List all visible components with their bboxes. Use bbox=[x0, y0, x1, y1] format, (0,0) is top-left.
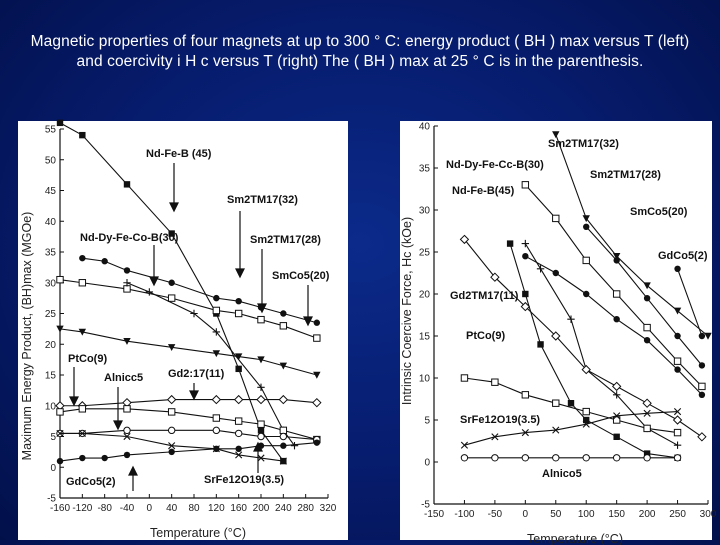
left-x-tick-label: -40 bbox=[119, 503, 135, 514]
r-label-nddyfeccb-30: Nd-Dy-Fe-Cc-B(30) bbox=[446, 159, 544, 171]
right-series-point-5 bbox=[699, 333, 705, 339]
left-series-point-6 bbox=[124, 406, 130, 412]
left-series-point-9 bbox=[168, 449, 174, 455]
label-smco5-20: SmCo5(20) bbox=[272, 270, 330, 282]
right-x-tick-label: 150 bbox=[608, 509, 626, 520]
left-series-point-1 bbox=[314, 320, 320, 326]
r-label-gd2tm17-11: Gd2TM17(11) bbox=[450, 290, 519, 302]
right-series-point-3 bbox=[699, 362, 705, 368]
label-srfe12o19-3.5: SrFe12O19(3.5) bbox=[204, 474, 285, 486]
right-series-point-1 bbox=[644, 324, 650, 330]
right-series-point-10 bbox=[522, 455, 528, 461]
label-gdco5-2: GdCo5(2) bbox=[66, 476, 116, 488]
right-chart-panel bbox=[400, 121, 717, 545]
right-y-tick-label: 40 bbox=[418, 121, 430, 133]
right-series-point-1 bbox=[522, 182, 528, 188]
left-y-tick-label: 50 bbox=[44, 155, 56, 167]
left-x-tick-label: 120 bbox=[207, 503, 225, 514]
right-series-point-7 bbox=[613, 382, 621, 390]
right-series-line-5 bbox=[678, 269, 702, 336]
left-y-tick-label: 55 bbox=[44, 124, 56, 136]
left-series-point-1 bbox=[213, 295, 219, 301]
right-series-line-0 bbox=[556, 134, 708, 336]
right-series-point-4 bbox=[613, 316, 619, 322]
r-label-alnico5: Alnico5 bbox=[542, 468, 582, 480]
right-series-point-1 bbox=[583, 257, 589, 263]
right-series-point-2 bbox=[568, 400, 574, 406]
right-series-point-2 bbox=[613, 434, 619, 440]
r-label-smco5-20: SmCo5(20) bbox=[630, 206, 688, 218]
left-series-point-0 bbox=[235, 366, 241, 372]
label-gd217-11: Gd2:17(11) bbox=[168, 368, 225, 380]
left-series-point-6 bbox=[79, 406, 85, 412]
left-series-point-0 bbox=[79, 132, 85, 138]
label-sm2tm17-28: Sm2TM17(28) bbox=[250, 234, 321, 246]
left-y-tick-label: 10 bbox=[44, 401, 56, 413]
right-series-point-4 bbox=[522, 253, 528, 259]
right-x-tick-label: 300 bbox=[699, 509, 717, 520]
left-series-point-6 bbox=[235, 418, 241, 424]
right-series-line-3 bbox=[586, 227, 702, 366]
right-y-tick-label: 20 bbox=[418, 289, 430, 301]
right-series-point-10 bbox=[674, 455, 680, 461]
right-series-point-7 bbox=[643, 399, 651, 407]
right-y-tick-label: 15 bbox=[418, 331, 430, 343]
left-y-tick-label: 30 bbox=[44, 278, 56, 290]
right-series-point-6 bbox=[522, 240, 529, 247]
left-x-tick-label: 200 bbox=[252, 503, 270, 514]
left-series-point-0 bbox=[57, 120, 63, 126]
left-x-tick-label: -120 bbox=[72, 503, 93, 514]
left-y-tick-label: 45 bbox=[44, 186, 56, 197]
left-series-point-5 bbox=[235, 396, 243, 404]
right-x-tick-label: 50 bbox=[550, 509, 562, 520]
right-series-point-4 bbox=[644, 337, 650, 343]
left-series-point-3 bbox=[291, 442, 298, 449]
right-x-tick-label: -100 bbox=[454, 509, 475, 520]
right-series-point-7 bbox=[674, 416, 682, 424]
left-series-point-4 bbox=[313, 372, 320, 379]
right-y-tick-label: 10 bbox=[418, 373, 430, 385]
left-chart-panel bbox=[18, 121, 348, 540]
left-series-point-0 bbox=[258, 427, 264, 433]
right-y-tick-label: 5 bbox=[424, 415, 430, 427]
right-series-point-2 bbox=[507, 240, 513, 246]
left-series-point-9 bbox=[57, 458, 63, 464]
left-y-tick-label: 20 bbox=[44, 339, 56, 351]
left-y-tick-label: 35 bbox=[44, 247, 56, 259]
r-label-sm2tm17-28: Sm2TM17(28) bbox=[590, 169, 661, 181]
left-series-line-3 bbox=[127, 283, 295, 446]
left-series-point-2 bbox=[124, 286, 130, 292]
right-series-point-8 bbox=[522, 392, 528, 398]
right-series-point-6 bbox=[567, 316, 574, 323]
right-series-point-8 bbox=[583, 408, 589, 414]
left-series-point-9 bbox=[79, 455, 85, 461]
left-series-point-5 bbox=[257, 396, 265, 404]
left-series-point-1 bbox=[280, 310, 286, 316]
left-y-tick-label: 0 bbox=[50, 462, 56, 474]
right-series-point-8 bbox=[461, 375, 467, 381]
left-x-tick-label: -160 bbox=[49, 503, 71, 514]
right-series-point-10 bbox=[553, 455, 559, 461]
left-series-point-5 bbox=[279, 396, 287, 404]
left-y-tick-label: -5 bbox=[47, 493, 56, 505]
left-series-point-1 bbox=[235, 298, 241, 304]
left-series-point-1 bbox=[101, 258, 107, 264]
left-series-point-0 bbox=[124, 181, 130, 187]
left-series-point-7 bbox=[258, 433, 264, 439]
right-x-tick-label: 250 bbox=[669, 509, 686, 520]
right-series-point-1 bbox=[553, 215, 559, 221]
left-x-tick-label: 160 bbox=[230, 503, 248, 514]
energy-product-chart bbox=[18, 121, 348, 540]
right-series-point-3 bbox=[674, 333, 680, 339]
label-alnicc5: Alnicc5 bbox=[104, 372, 144, 384]
left-x-tick-label: -80 bbox=[97, 503, 112, 514]
right-y-axis-label: Intrinsic Coercive Force, Hc (kOe) bbox=[400, 216, 414, 406]
right-series-point-3 bbox=[644, 295, 650, 301]
left-y-tick-label: 25 bbox=[44, 309, 56, 320]
left-x-axis-label: Temperature (°C) bbox=[150, 526, 246, 540]
label-ndfeb-45: Nd-Fe-B (45) bbox=[146, 148, 212, 160]
right-series-point-8 bbox=[644, 425, 650, 431]
left-series-point-2 bbox=[235, 310, 241, 316]
left-series-point-9 bbox=[280, 443, 286, 449]
left-arrows bbox=[70, 163, 312, 491]
right-series-point-10 bbox=[583, 455, 589, 461]
right-series-point-5 bbox=[674, 266, 680, 272]
right-series-point-8 bbox=[553, 400, 559, 406]
left-series-point-5 bbox=[212, 396, 220, 404]
left-series-point-9 bbox=[124, 452, 130, 458]
coercivity-chart bbox=[400, 121, 717, 545]
left-x-tick-label: 0 bbox=[146, 503, 153, 514]
right-y-tick-label: 35 bbox=[418, 163, 430, 175]
left-y-tick-label: 15 bbox=[44, 370, 56, 382]
right-series-point-1 bbox=[699, 383, 705, 389]
left-series-line-5 bbox=[60, 400, 317, 406]
right-y-tick-label: -5 bbox=[421, 499, 430, 511]
right-series-point-1 bbox=[613, 291, 619, 297]
left-y-tick-label: 40 bbox=[44, 216, 56, 228]
left-series-point-1 bbox=[79, 255, 85, 261]
left-series-point-7 bbox=[168, 427, 174, 433]
right-x-tick-label: 0 bbox=[522, 509, 529, 520]
right-series-point-2 bbox=[522, 291, 528, 297]
left-series-point-6 bbox=[213, 415, 219, 421]
left-series-point-2 bbox=[314, 335, 320, 341]
left-series-point-1 bbox=[124, 267, 130, 273]
right-series-line-6 bbox=[525, 244, 677, 446]
left-series-point-6 bbox=[168, 409, 174, 415]
right-x-tick-label: -150 bbox=[423, 509, 445, 520]
label-nddyfecob-30: Nd-Dy-Fe-Co-B(30) bbox=[80, 232, 179, 244]
right-series-point-8 bbox=[674, 429, 680, 435]
left-series-point-2 bbox=[168, 295, 174, 301]
right-series-point-10 bbox=[492, 455, 498, 461]
right-series-point-4 bbox=[674, 366, 680, 372]
left-series-point-2 bbox=[280, 323, 286, 329]
right-series-point-8 bbox=[492, 379, 498, 385]
left-series-point-7 bbox=[235, 430, 241, 436]
left-series-point-9 bbox=[235, 446, 241, 452]
right-series-point-10 bbox=[461, 455, 467, 461]
right-x-tick-label: 100 bbox=[577, 509, 595, 520]
right-series-point-4 bbox=[583, 291, 589, 297]
left-series-point-7 bbox=[213, 427, 219, 433]
left-series-point-2 bbox=[79, 280, 85, 286]
left-series-point-5 bbox=[313, 399, 321, 407]
right-y-tick-label: 0 bbox=[424, 457, 430, 469]
left-x-tick-label: 280 bbox=[297, 503, 315, 514]
right-series-point-0 bbox=[704, 333, 711, 340]
left-series-point-9 bbox=[314, 439, 320, 445]
right-series-point-10 bbox=[613, 455, 619, 461]
right-series-point-2 bbox=[537, 341, 543, 347]
left-series-point-2 bbox=[57, 276, 63, 282]
r-label-gdco5-2: GdCo5(2) bbox=[658, 250, 708, 262]
right-series-point-4 bbox=[553, 270, 559, 276]
left-series-point-1 bbox=[168, 280, 174, 286]
r-label-srfe12o19-3.5: SrFe12O19(3.5) bbox=[460, 414, 541, 426]
slide-title: Magnetic properties of four magnets at up to 300 ° C: energy product ( BH ) max versus T (left) and coercivity i H c versus T (right) The ( BH ) max at 25 ° C is in the parenthesis. bbox=[30, 33, 690, 70]
right-series-point-7 bbox=[698, 433, 706, 441]
right-series-point-6 bbox=[674, 442, 681, 449]
right-x-tick-label: -50 bbox=[487, 509, 503, 520]
left-series-point-9 bbox=[101, 455, 107, 461]
r-label-ndfeb-45: Nd-Fe-B(45) bbox=[452, 185, 515, 197]
right-series-point-4 bbox=[699, 392, 705, 398]
left-series-point-6 bbox=[57, 409, 63, 415]
right-series-point-3 bbox=[613, 257, 619, 263]
left-series-line-9 bbox=[60, 443, 317, 461]
label-ptco-9: PtCo(9) bbox=[68, 353, 108, 365]
left-x-tick-label: 40 bbox=[166, 503, 178, 514]
right-series-point-1 bbox=[674, 358, 680, 364]
right-series-point-10 bbox=[644, 455, 650, 461]
r-label-sm2tm17-32: Sm2TM17(32) bbox=[548, 138, 619, 150]
right-x-axis-label: Temperature (°C) bbox=[527, 532, 623, 545]
left-series-point-7 bbox=[280, 433, 286, 439]
right-series-line-4 bbox=[525, 256, 702, 395]
right-y-tick-label: 30 bbox=[418, 205, 430, 217]
left-x-tick-label: 320 bbox=[319, 503, 337, 514]
left-series-point-9 bbox=[213, 446, 219, 452]
left-series-point-2 bbox=[258, 316, 264, 322]
left-series-point-7 bbox=[124, 427, 130, 433]
left-y-tick-label: 5 bbox=[50, 432, 56, 443]
left-y-axis-label: Maximum Energy Product, (BH)max (MGOe) bbox=[20, 211, 34, 461]
left-x-tick-label: 240 bbox=[274, 503, 292, 514]
left-x-tick-label: 80 bbox=[188, 503, 200, 514]
right-series-point-9 bbox=[461, 442, 467, 448]
right-x-tick-label: 200 bbox=[638, 509, 656, 520]
r-label-ptco-9: PtCo(9) bbox=[466, 330, 506, 342]
left-series-point-6 bbox=[258, 421, 264, 427]
left-series-point-5 bbox=[168, 396, 176, 404]
right-y-tick-label: 25 bbox=[418, 247, 430, 259]
right-series-point-3 bbox=[583, 224, 589, 230]
label-sm2tm17-32: Sm2TM17(32) bbox=[227, 194, 298, 206]
left-series-point-2 bbox=[213, 307, 219, 313]
left-series-point-6 bbox=[280, 427, 286, 433]
